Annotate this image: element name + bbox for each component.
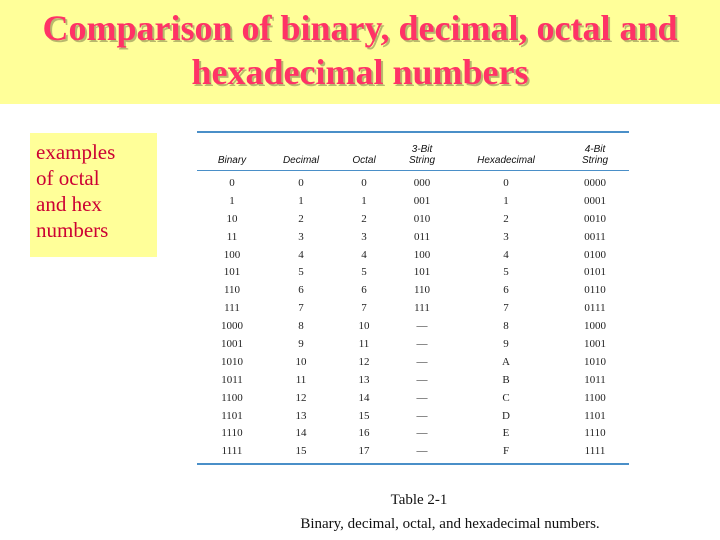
cell-3bit-string: 110 <box>413 284 431 297</box>
table-row <box>197 442 629 460</box>
cell-octal: 6 <box>361 284 367 297</box>
cell-4bit-string: 0010 <box>584 212 606 225</box>
table-row <box>197 228 629 246</box>
cell-octal: 11 <box>358 337 370 350</box>
cell-4bit-string: 1000 <box>584 320 606 333</box>
cell-4bit-string: 0001 <box>584 194 606 207</box>
cell-decimal: 3 <box>298 230 304 243</box>
cell-hexadecimal: 4 <box>503 248 509 261</box>
cell-hexadecimal: 1 <box>503 194 509 207</box>
cell-binary: 0 <box>229 176 235 189</box>
cell-decimal: 4 <box>298 248 304 261</box>
cell-3bit-string: — <box>416 373 428 386</box>
table-row <box>197 407 629 425</box>
cell-binary: 1101 <box>221 409 243 422</box>
cell-3bit-string: 010 <box>413 212 431 225</box>
table-bottom-rule <box>197 463 629 465</box>
table-caption <box>200 488 654 534</box>
cell-3bit-string: 001 <box>413 194 431 207</box>
table-row <box>197 174 629 192</box>
cell-binary: 10 <box>226 212 238 225</box>
cell-3bit-string: 111 <box>414 302 430 315</box>
cell-hexadecimal: 0 <box>503 176 509 189</box>
cell-decimal: 2 <box>298 212 304 225</box>
cell-decimal: 7 <box>298 302 304 315</box>
header-hexadecimal <box>451 155 561 166</box>
cell-binary: 1100 <box>221 391 243 404</box>
cell-3bit-string: 000 <box>413 176 431 189</box>
side-note-line: of octal <box>36 166 100 190</box>
cell-octal: 7 <box>361 302 367 315</box>
cell-hexadecimal: 5 <box>503 266 509 279</box>
table-row <box>197 389 629 407</box>
cell-hexadecimal: 3 <box>503 230 509 243</box>
cell-hexadecimal: 9 <box>503 337 509 350</box>
slide-title-line-2: hexadecimal numbers <box>191 52 529 92</box>
header-binary <box>197 155 267 166</box>
cell-3bit-string: 100 <box>413 248 431 261</box>
cell-decimal: 8 <box>298 320 304 333</box>
cell-octal: 12 <box>358 355 370 368</box>
slide-title <box>0 6 720 94</box>
cell-decimal: 0 <box>298 176 304 189</box>
header-4bit-line-2: String <box>581 155 609 166</box>
table-header-row <box>197 133 629 169</box>
cell-4bit-string: 0111 <box>584 302 606 315</box>
cell-octal: 14 <box>358 391 370 404</box>
header-3bit-line-1: 3-Bit <box>411 144 433 155</box>
cell-3bit-string: — <box>416 355 428 368</box>
header-octal-text: Octal <box>352 155 376 166</box>
cell-octal: 17 <box>358 445 370 458</box>
cell-4bit-string: 1001 <box>584 337 606 350</box>
header-4bit-string <box>561 144 629 166</box>
cell-3bit-string: — <box>416 445 428 458</box>
cell-octal: 13 <box>358 373 370 386</box>
cell-hexadecimal: D <box>502 409 510 422</box>
table-row <box>197 192 629 210</box>
caption-text: Binary, decimal, octal, and hexadecimal numbers. <box>300 516 600 532</box>
cell-decimal: 13 <box>295 409 307 422</box>
header-3bit-string <box>393 144 451 166</box>
cell-binary: 1 <box>229 194 235 207</box>
caption-label: Table 2-1 <box>390 492 448 508</box>
header-4bit-line-1: 4-Bit <box>584 144 606 155</box>
cell-binary: 110 <box>223 284 241 297</box>
table-row <box>197 317 629 335</box>
table-row <box>197 335 629 353</box>
cell-octal: 10 <box>358 320 370 333</box>
cell-4bit-string: 0000 <box>584 176 606 189</box>
cell-hexadecimal: A <box>502 355 510 368</box>
cell-octal: 16 <box>358 427 370 440</box>
cell-4bit-string: 1101 <box>584 409 606 422</box>
cell-decimal: 15 <box>295 445 307 458</box>
cell-binary: 1010 <box>221 355 243 368</box>
cell-binary: 1011 <box>221 373 243 386</box>
cell-3bit-string: 101 <box>413 266 431 279</box>
cell-octal: 3 <box>361 230 367 243</box>
side-note-line: examples <box>36 140 116 164</box>
cell-octal: 5 <box>361 266 367 279</box>
cell-binary: 1000 <box>221 320 243 333</box>
cell-hexadecimal: 8 <box>503 320 509 333</box>
table-row <box>197 210 629 228</box>
cell-3bit-string: — <box>416 320 428 333</box>
header-binary-text: Binary <box>217 155 247 166</box>
cell-octal: 2 <box>361 212 367 225</box>
cell-4bit-string: 1111 <box>584 445 606 458</box>
table-body <box>197 171 629 463</box>
side-note-line: and hex <box>36 192 102 216</box>
header-decimal <box>267 155 335 166</box>
cell-4bit-string: 0100 <box>584 248 606 261</box>
table-row <box>197 281 629 299</box>
slide-title-line-1: Comparison of binary, decimal, octal and <box>42 8 678 48</box>
cell-decimal: 9 <box>298 337 304 350</box>
side-note-line: numbers <box>36 218 109 242</box>
header-3bit-line-2: String <box>408 155 436 166</box>
header-octal <box>335 155 393 166</box>
cell-binary: 1001 <box>221 337 243 350</box>
cell-octal: 1 <box>361 194 367 207</box>
cell-binary: 101 <box>223 266 241 279</box>
cell-decimal: 5 <box>298 266 304 279</box>
table-row <box>197 299 629 317</box>
cell-decimal: 11 <box>295 373 307 386</box>
header-decimal-text: Decimal <box>282 155 320 166</box>
table-row <box>197 424 629 442</box>
cell-binary: 1111 <box>221 445 243 458</box>
cell-3bit-string: 011 <box>413 230 431 243</box>
cell-3bit-string: — <box>416 409 428 422</box>
cell-decimal: 14 <box>295 427 307 440</box>
number-comparison-table <box>197 131 629 465</box>
cell-binary: 11 <box>226 230 238 243</box>
cell-decimal: 6 <box>298 284 304 297</box>
cell-hexadecimal: 6 <box>503 284 509 297</box>
cell-hexadecimal: 2 <box>503 212 509 225</box>
cell-octal: 4 <box>361 248 367 261</box>
title-banner <box>0 0 720 104</box>
cell-3bit-string: — <box>416 337 428 350</box>
table-row <box>197 353 629 371</box>
cell-hexadecimal: B <box>502 373 510 386</box>
cell-3bit-string: — <box>416 391 428 404</box>
cell-3bit-string: — <box>416 427 428 440</box>
cell-4bit-string: 1010 <box>584 355 606 368</box>
cell-hexadecimal: E <box>502 427 510 440</box>
cell-4bit-string: 1110 <box>584 427 606 440</box>
cell-decimal: 1 <box>298 194 304 207</box>
cell-4bit-string: 0101 <box>584 266 606 279</box>
cell-4bit-string: 0011 <box>584 230 606 243</box>
cell-binary: 111 <box>224 302 240 315</box>
cell-4bit-string: 1100 <box>584 391 606 404</box>
cell-hexadecimal: 7 <box>503 302 509 315</box>
table-row <box>197 246 629 264</box>
cell-4bit-string: 0110 <box>584 284 606 297</box>
cell-octal: 15 <box>358 409 370 422</box>
cell-hexadecimal: C <box>502 391 510 404</box>
cell-octal: 0 <box>361 176 367 189</box>
cell-4bit-string: 1011 <box>584 373 606 386</box>
cell-binary: 100 <box>223 248 241 261</box>
cell-decimal: 10 <box>295 355 307 368</box>
cell-hexadecimal: F <box>502 445 510 458</box>
header-hexadecimal-text: Hexadecimal <box>477 155 535 166</box>
table-row <box>197 263 629 281</box>
table-row <box>197 371 629 389</box>
cell-decimal: 12 <box>295 391 307 404</box>
cell-binary: 1110 <box>221 427 243 440</box>
side-note-box <box>30 133 157 257</box>
